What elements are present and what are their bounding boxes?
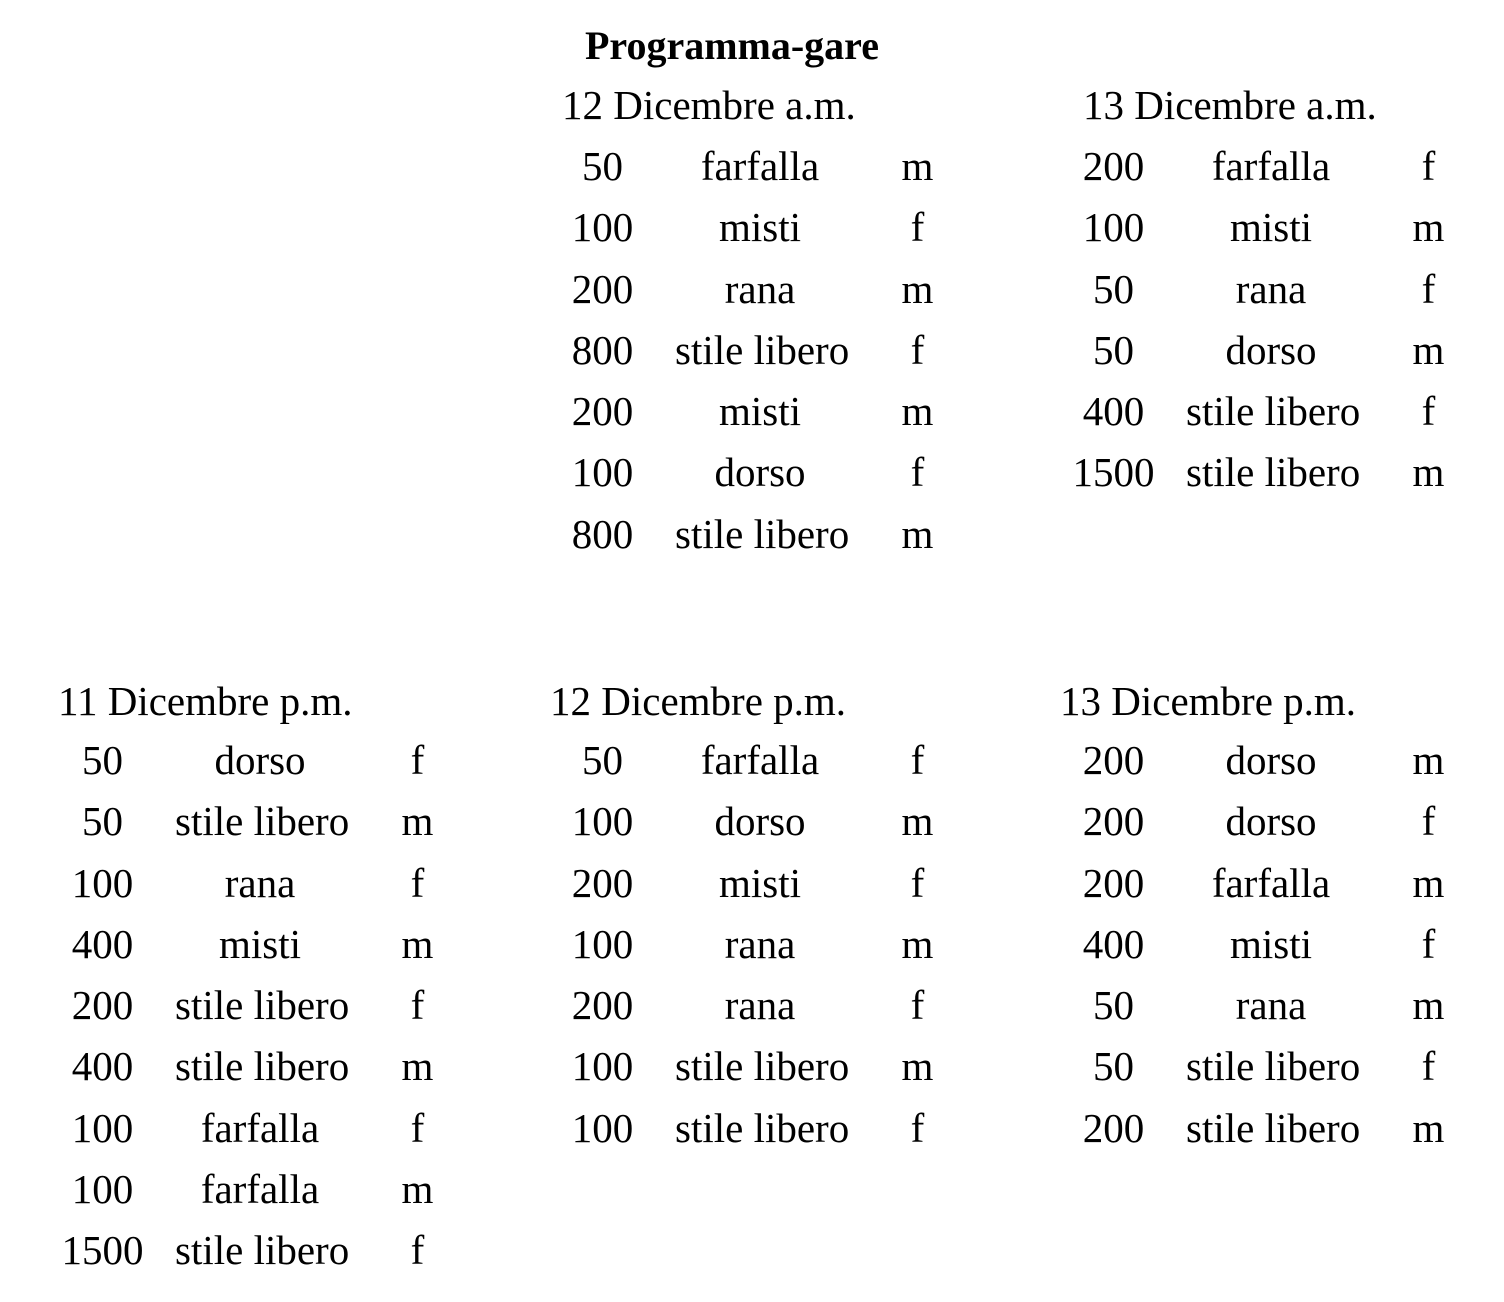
event-row bbox=[30, 1220, 490, 1281]
event-style: dorso bbox=[1225, 326, 1317, 373]
event-distance: 100 bbox=[71, 1104, 134, 1151]
event-row bbox=[1041, 730, 1501, 791]
event-row bbox=[30, 1036, 490, 1097]
event-gender: f bbox=[1421, 1043, 1436, 1090]
event-distance: 800 bbox=[571, 510, 634, 557]
event-row bbox=[1041, 1036, 1501, 1097]
event-style: misti bbox=[1229, 204, 1313, 251]
event-distance: 100 bbox=[571, 204, 634, 251]
event-gender: f bbox=[410, 859, 425, 906]
events-table bbox=[1041, 730, 1501, 1159]
event-distance: 100 bbox=[571, 1104, 634, 1151]
session-block-12-dicembre-pm bbox=[530, 678, 990, 1159]
event-style: farfalla bbox=[1211, 143, 1331, 189]
event-row bbox=[530, 1036, 990, 1097]
event-gender: m bbox=[401, 1043, 434, 1090]
event-distance: 400 bbox=[1082, 920, 1145, 967]
event-gender: f bbox=[910, 982, 925, 1029]
event-row bbox=[30, 1098, 490, 1159]
event-distance: 50 bbox=[82, 737, 123, 783]
page-title: Programma-gare bbox=[585, 23, 879, 68]
event-style: misti bbox=[1229, 920, 1313, 967]
event-row bbox=[30, 791, 490, 852]
event-gender: m bbox=[401, 1166, 434, 1213]
events-table bbox=[30, 730, 490, 1282]
event-gender: m bbox=[901, 510, 934, 557]
event-distance: 200 bbox=[571, 388, 634, 435]
event-style: stile libero bbox=[175, 1227, 350, 1274]
event-gender: m bbox=[1412, 859, 1445, 906]
event-distance: 50 bbox=[1093, 982, 1134, 1029]
session-block-12-dicembre-am bbox=[530, 82, 990, 565]
event-distance: 50 bbox=[1093, 265, 1134, 312]
event-distance: 100 bbox=[71, 859, 134, 906]
event-style: misti bbox=[718, 859, 802, 906]
event-gender: f bbox=[410, 982, 425, 1029]
event-style: rana bbox=[1235, 265, 1307, 312]
event-row bbox=[1041, 791, 1501, 852]
event-distance: 200 bbox=[571, 859, 634, 906]
event-style: stile libero bbox=[675, 1104, 850, 1151]
event-distance: 50 bbox=[582, 737, 623, 783]
event-gender: m bbox=[901, 920, 934, 967]
event-distance: 100 bbox=[571, 798, 634, 845]
event-gender: f bbox=[410, 737, 425, 783]
event-gender: f bbox=[910, 737, 925, 783]
event-row bbox=[530, 442, 990, 503]
event-gender: f bbox=[910, 449, 925, 496]
event-distance: 50 bbox=[1093, 326, 1134, 373]
event-gender: f bbox=[1421, 143, 1436, 189]
event-row bbox=[530, 320, 990, 381]
event-gender: m bbox=[401, 920, 434, 967]
event-row bbox=[1041, 320, 1501, 381]
event-row bbox=[1041, 442, 1501, 503]
event-style: stile libero bbox=[1186, 1043, 1361, 1090]
event-gender: f bbox=[1421, 798, 1436, 845]
event-style: stile libero bbox=[675, 1043, 850, 1090]
event-gender: m bbox=[901, 798, 934, 845]
event-distance: 50 bbox=[582, 143, 623, 189]
events-table bbox=[1041, 136, 1501, 504]
event-row bbox=[30, 1159, 490, 1220]
event-gender: f bbox=[910, 1104, 925, 1151]
event-gender: f bbox=[410, 1104, 425, 1151]
event-row bbox=[530, 504, 990, 565]
event-style: stile libero bbox=[175, 798, 350, 845]
event-distance: 200 bbox=[1082, 1104, 1145, 1151]
event-row bbox=[1041, 197, 1501, 258]
event-row bbox=[530, 1098, 990, 1159]
event-style: misti bbox=[218, 920, 302, 967]
event-row bbox=[1041, 381, 1501, 442]
event-style: stile libero bbox=[675, 326, 850, 373]
event-gender: m bbox=[1412, 982, 1445, 1029]
event-gender: m bbox=[401, 798, 434, 845]
event-style: farfalla bbox=[700, 143, 820, 189]
event-distance: 400 bbox=[1082, 388, 1145, 435]
event-distance: 50 bbox=[82, 798, 123, 845]
event-style: dorso bbox=[214, 737, 306, 783]
event-style: rana bbox=[1235, 982, 1307, 1029]
event-distance: 200 bbox=[1082, 859, 1145, 906]
event-style: dorso bbox=[1225, 737, 1317, 783]
session-block-11-dicembre-pm bbox=[30, 678, 490, 1282]
session-header: 11 Dicembre p.m. bbox=[58, 678, 353, 724]
event-style: rana bbox=[724, 920, 796, 967]
event-style: dorso bbox=[714, 449, 806, 496]
event-gender: f bbox=[1421, 388, 1436, 435]
event-distance: 200 bbox=[571, 982, 634, 1029]
event-row bbox=[530, 136, 990, 197]
event-row bbox=[30, 914, 490, 975]
event-distance: 100 bbox=[571, 1043, 634, 1090]
event-style: rana bbox=[224, 859, 296, 906]
event-style: rana bbox=[724, 265, 796, 312]
session-header: 12 Dicembre a.m. bbox=[562, 82, 856, 128]
event-distance: 800 bbox=[571, 326, 634, 373]
event-style: farfalla bbox=[700, 737, 820, 783]
event-gender: f bbox=[910, 204, 925, 251]
event-gender: m bbox=[1412, 1104, 1445, 1151]
event-distance: 100 bbox=[1082, 204, 1145, 251]
event-style: stile libero bbox=[1186, 1104, 1361, 1151]
event-distance: 200 bbox=[1082, 737, 1145, 783]
event-row bbox=[1041, 259, 1501, 320]
event-gender: f bbox=[410, 1227, 425, 1274]
event-distance: 1500 bbox=[1072, 449, 1155, 496]
event-row bbox=[530, 730, 990, 791]
event-row bbox=[1041, 975, 1501, 1036]
event-gender: f bbox=[1421, 265, 1436, 312]
event-style: misti bbox=[718, 388, 802, 435]
event-style: farfalla bbox=[200, 1166, 320, 1213]
event-style: stile libero bbox=[175, 982, 350, 1029]
event-row bbox=[530, 381, 990, 442]
event-row bbox=[30, 853, 490, 914]
event-row bbox=[530, 914, 990, 975]
event-gender: m bbox=[1412, 326, 1445, 373]
event-distance: 100 bbox=[71, 1166, 134, 1213]
event-gender: m bbox=[901, 143, 934, 189]
event-style: stile libero bbox=[1186, 449, 1361, 496]
event-distance: 1500 bbox=[61, 1227, 144, 1274]
session-block-13-dicembre-pm bbox=[1041, 678, 1501, 1159]
session-header: 13 Dicembre a.m. bbox=[1083, 82, 1377, 128]
event-distance: 200 bbox=[1082, 798, 1145, 845]
event-gender: m bbox=[901, 388, 934, 435]
event-gender: f bbox=[910, 326, 925, 373]
event-style: dorso bbox=[1225, 798, 1317, 845]
event-row bbox=[530, 853, 990, 914]
event-row bbox=[1041, 853, 1501, 914]
session-block-13-dicembre-am bbox=[1041, 82, 1501, 504]
event-gender: m bbox=[1412, 204, 1445, 251]
event-gender: m bbox=[1412, 449, 1445, 496]
event-style: stile libero bbox=[175, 1043, 350, 1090]
event-row bbox=[30, 730, 490, 791]
event-style: farfalla bbox=[200, 1104, 320, 1151]
event-style: farfalla bbox=[1211, 859, 1331, 906]
event-gender: f bbox=[1421, 920, 1436, 967]
event-row bbox=[530, 975, 990, 1036]
event-row bbox=[530, 259, 990, 320]
event-gender: f bbox=[910, 859, 925, 906]
event-gender: m bbox=[901, 1043, 934, 1090]
session-header: 13 Dicembre p.m. bbox=[1060, 678, 1357, 724]
event-distance: 400 bbox=[71, 1043, 134, 1090]
event-gender: m bbox=[901, 265, 934, 312]
event-distance: 200 bbox=[71, 982, 134, 1029]
event-row bbox=[530, 197, 990, 258]
event-style: dorso bbox=[714, 798, 806, 845]
event-style: rana bbox=[724, 982, 796, 1029]
session-header: 12 Dicembre p.m. bbox=[550, 678, 847, 724]
events-table bbox=[530, 730, 990, 1159]
event-row bbox=[530, 791, 990, 852]
event-style: misti bbox=[718, 204, 802, 251]
event-row bbox=[30, 975, 490, 1036]
event-distance: 400 bbox=[71, 920, 134, 967]
event-row bbox=[1041, 136, 1501, 197]
event-distance: 50 bbox=[1093, 1043, 1134, 1090]
event-row bbox=[1041, 914, 1501, 975]
event-style: stile libero bbox=[675, 510, 850, 557]
event-gender: m bbox=[1412, 737, 1445, 783]
events-table bbox=[530, 136, 990, 565]
event-distance: 200 bbox=[1082, 143, 1145, 189]
event-style: stile libero bbox=[1186, 388, 1361, 435]
event-distance: 100 bbox=[571, 920, 634, 967]
event-row bbox=[1041, 1098, 1501, 1159]
event-distance: 100 bbox=[571, 449, 634, 496]
event-distance: 200 bbox=[571, 265, 634, 312]
